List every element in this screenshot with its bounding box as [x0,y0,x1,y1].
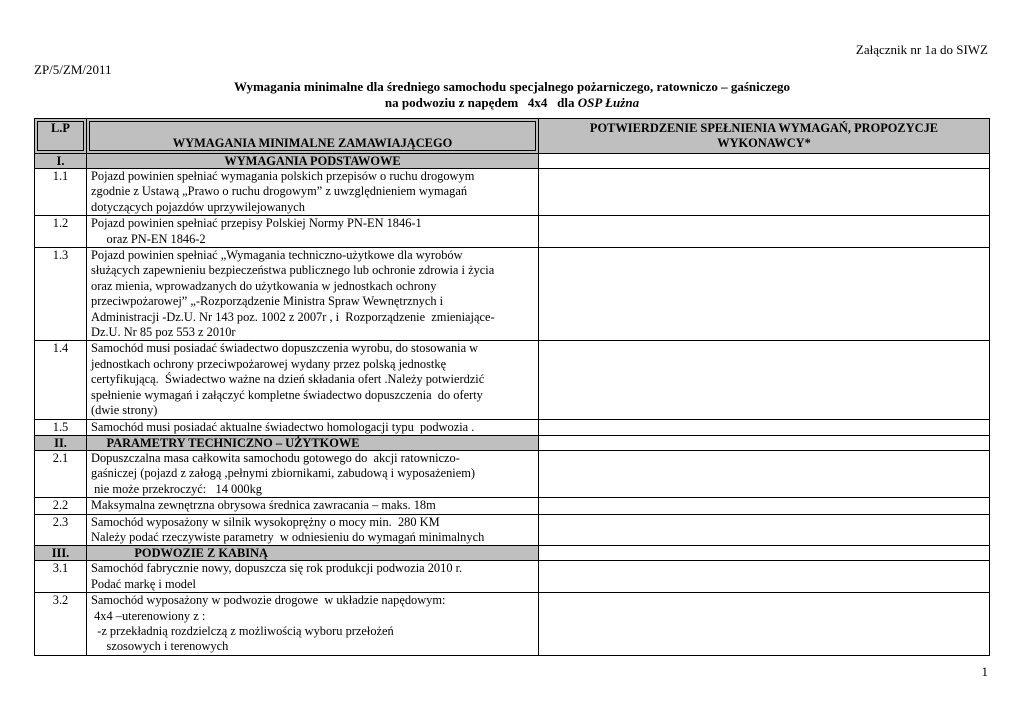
requirement-text: Pojazd powinien spełniać wymagania polskich przepisów o ruchu drogowym zgodnie z Ustawą „Prawo o ruchu drogowym” z uwzględnieniem wymagań dotyczących pojazdów uprzywilejowanych [87,169,539,216]
table-row [35,248,990,341]
section-number: III. [35,546,87,561]
confirmation-cell[interactable] [539,514,990,546]
title-line-2-text: na podwoziu z napędem 4x4 dla [384,95,578,110]
section-number: II. [35,435,87,450]
header-lp: L.P [35,119,87,154]
row-number: 2.2 [35,498,87,514]
section-row [35,546,990,561]
table-row [35,561,990,593]
requirement-text: Samochód wyposażony w silnik wysokoprężny o mocy min. 280 KM Należy podać rzeczywiste parametry w odniesieniu do wymagań minimalnych [87,514,539,546]
header-requirements: WYMAGANIA MINIMALNE ZAMAWIAJĄCEGO [87,119,539,154]
requirement-text: Pojazd powinien spełniać „Wymagania techniczno-użytkowe dla wyrobów służących zapewnieniu bezpieczeństwa publicznego lub ochronie zdrowia i życia oraz mienia, wprowadzanych do użytkowania w jednostkach ochrony przeciwpożarowej” „-Rozporządzenie Ministra Spraw Wewnętrznych i Administracji -Dz.U. Nr 143 poz. 1002 z 2007r , i Rozporządzenie zmieniające- Dz.U. Nr 85 poz 553 z 2010r [87,248,539,341]
row-number: 2.3 [35,514,87,546]
table-row [35,419,990,435]
section-empty-cell [539,546,990,561]
confirmation-cell[interactable] [539,341,990,419]
title-line-1: Wymagania minimalne dla średniego samochodu specjalnego pożarniczego, ratowniczo – gaśniczego [233,79,791,94]
row-number: 2.1 [35,450,87,497]
row-number: 1.1 [35,169,87,216]
section-row [35,154,990,169]
section-empty-cell [539,435,990,450]
confirmation-cell[interactable] [539,216,990,248]
title-line-2-italic: OSP Łużna [577,95,640,110]
requirement-text: Samochód fabrycznie nowy, dopuszcza się rok produkcji podwozia 2010 r. Podać markę i model [87,561,539,593]
confirmation-cell[interactable] [539,169,990,216]
section-number: I. [35,154,87,169]
annex-label: Załącznik nr 1a do SIWZ [855,42,988,57]
page-number: 1 [981,664,988,679]
document-title [0,79,1024,111]
row-number: 1.2 [35,216,87,248]
reference-number: ZP/5/ZM/2011 [34,62,112,77]
table-row [35,593,990,656]
header-confirmation: POTWIERDZENIE SPEŁNIENIA WYMAGAŃ, PROPOZYCJE WYKONAWCY* [539,119,990,154]
requirement-text: Pojazd powinien spełniać przepisy Polskiej Normy PN-EN 1846-1 oraz PN-EN 1846-2 [87,216,539,248]
requirement-text: Maksymalna zewnętrzna obrysowa średnica zawracania – maks. 18m [87,498,539,514]
confirmation-cell[interactable] [539,561,990,593]
requirement-text: Samochód musi posiadać aktualne świadectwo homologacji typu podwozia . [87,419,539,435]
section-title: PODWOZIE Z KABINĄ [87,546,539,561]
confirmation-cell[interactable] [539,248,990,341]
confirmation-cell[interactable] [539,593,990,656]
row-number: 3.1 [35,561,87,593]
row-number: 1.3 [35,248,87,341]
requirement-text: Samochód wyposażony w podwozie drogowe w układzie napędowym: 4x4 –uterenowiony z : -z przekładnią rozdzielczą z możliwością wyboru przełożeń szosowych i terenowych [87,593,539,656]
confirmation-cell[interactable] [539,450,990,497]
confirmation-cell[interactable] [539,419,990,435]
table-body [35,154,990,656]
table-row [35,169,990,216]
row-number: 1.5 [35,419,87,435]
table-row [35,514,990,546]
table-row [35,341,990,419]
requirements-table [34,118,990,656]
title-line-2 [0,95,1024,111]
section-title: WYMAGANIA PODSTAWOWE [87,154,539,169]
row-number: 3.2 [35,593,87,656]
section-empty-cell [539,154,990,169]
section-title: PARAMETRY TECHNICZNO – UŻYTKOWE [87,435,539,450]
row-number: 1.4 [35,341,87,419]
section-row [35,435,990,450]
confirmation-cell[interactable] [539,498,990,514]
requirement-text: Dopuszczalna masa całkowita samochodu gotowego do akcji ratowniczo- gaśniczej (pojazd z załogą ,pełnymi zbiornikami, zabudową i wyposażeniem) nie może przekroczyć: 14 000kg [87,450,539,497]
table-header-row [35,119,990,154]
table-row [35,498,990,514]
table-row [35,450,990,497]
requirement-text: Samochód musi posiadać świadectwo dopuszczenia wyrobu, do stosowania w jednostkach ochrony przeciwpożarowej wydany przez polską jednostkę certyfikującą. Świadectwo ważne na dzień składania ofert .Należy potwierdzić spełnienie wymagań i załączyć kompletne świadectwo dopuszczenia do oferty (dwie strony) [87,341,539,419]
table-row [35,216,990,248]
